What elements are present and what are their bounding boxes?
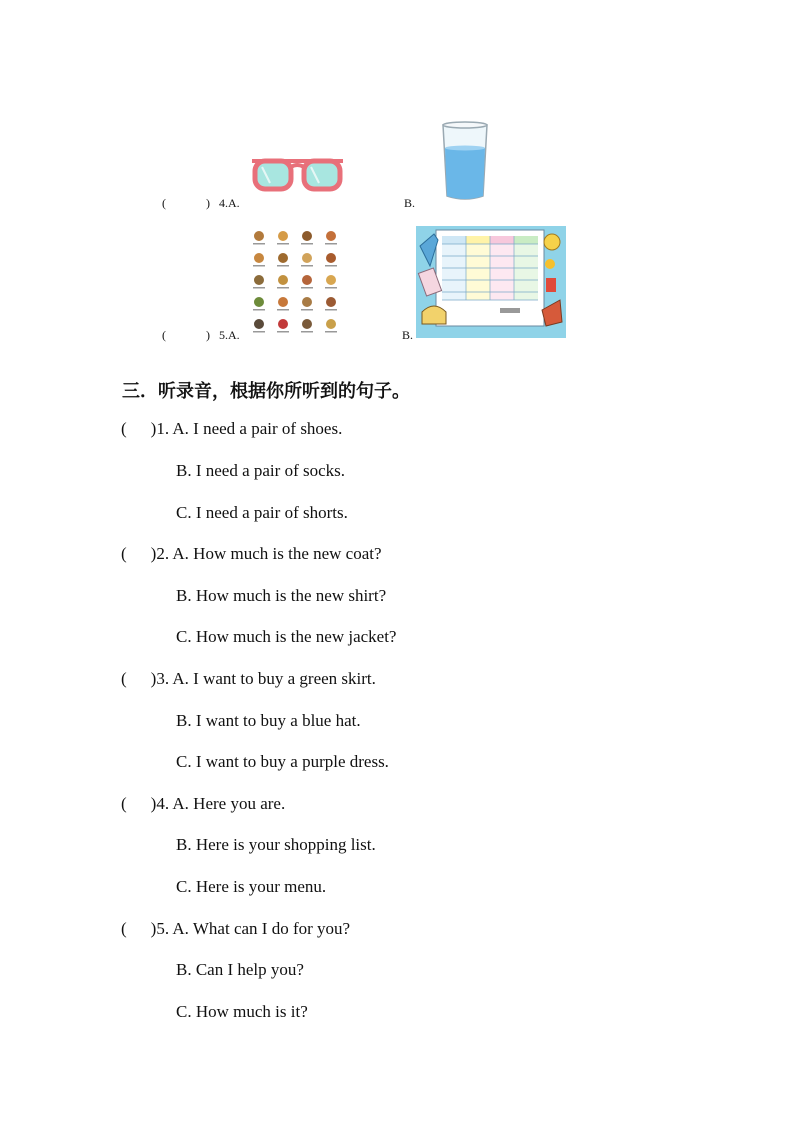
- option-b: B. I want to buy a blue hat.: [176, 711, 361, 730]
- question-number: )4.: [150, 794, 170, 813]
- question-2-row: [121, 544, 382, 564]
- glass-of-water-icon: [440, 120, 490, 202]
- option-a: A. Here you are.: [172, 794, 286, 813]
- answer-paren-open: (: [121, 794, 127, 813]
- option-b-label: B.: [402, 328, 414, 342]
- question-number: )3.: [150, 669, 170, 688]
- option-b: B. Can I help you?: [176, 960, 304, 979]
- question-number: )5.: [150, 919, 170, 938]
- option-c: C. Here is your menu.: [176, 877, 327, 896]
- option-b-label: B.: [404, 196, 416, 210]
- menu-icon: [247, 226, 343, 340]
- section-title: 三．听录音，根据你所听到的句子。: [122, 381, 410, 402]
- answer-paren-open: (: [121, 919, 127, 938]
- option-c: C. I need a pair of shorts.: [176, 503, 348, 522]
- option-c: C. How much is it?: [176, 1002, 308, 1021]
- answer-paren-close: ): [206, 196, 210, 210]
- option-a: A. I want to buy a green skirt.: [172, 669, 376, 688]
- answer-paren-open: (: [121, 669, 127, 688]
- option-a: A. What can I do for you?: [172, 919, 351, 938]
- option-b: B. How much is the new shirt?: [176, 586, 387, 605]
- question-1-row: [121, 419, 342, 439]
- option-b: B. I need a pair of socks.: [176, 461, 346, 480]
- answer-paren-open: (: [162, 328, 166, 342]
- option-c: C. I want to buy a purple dress.: [176, 752, 389, 771]
- question-number: )1.: [150, 419, 170, 438]
- option-a: A. How much is the new coat?: [172, 544, 382, 563]
- question-3-row: [121, 669, 376, 689]
- option-c: C. How much is the new jacket?: [176, 627, 397, 646]
- option-a-label: 5.A.: [219, 328, 240, 342]
- question-5-row: [121, 919, 350, 939]
- answer-paren-open: (: [162, 196, 166, 210]
- option-b: B. Here is your shopping list.: [176, 835, 376, 854]
- answer-paren-close: ): [206, 328, 210, 342]
- question-4-row: [121, 794, 285, 814]
- shopping-list-icon: [416, 226, 566, 338]
- answer-paren-open: (: [121, 419, 127, 438]
- option-a: A. I need a pair of shoes.: [172, 419, 343, 438]
- option-a-label: 4.A.: [219, 196, 240, 210]
- sunglasses-icon: [250, 155, 345, 195]
- question-number: )2.: [150, 544, 170, 563]
- answer-paren-open: (: [121, 544, 127, 563]
